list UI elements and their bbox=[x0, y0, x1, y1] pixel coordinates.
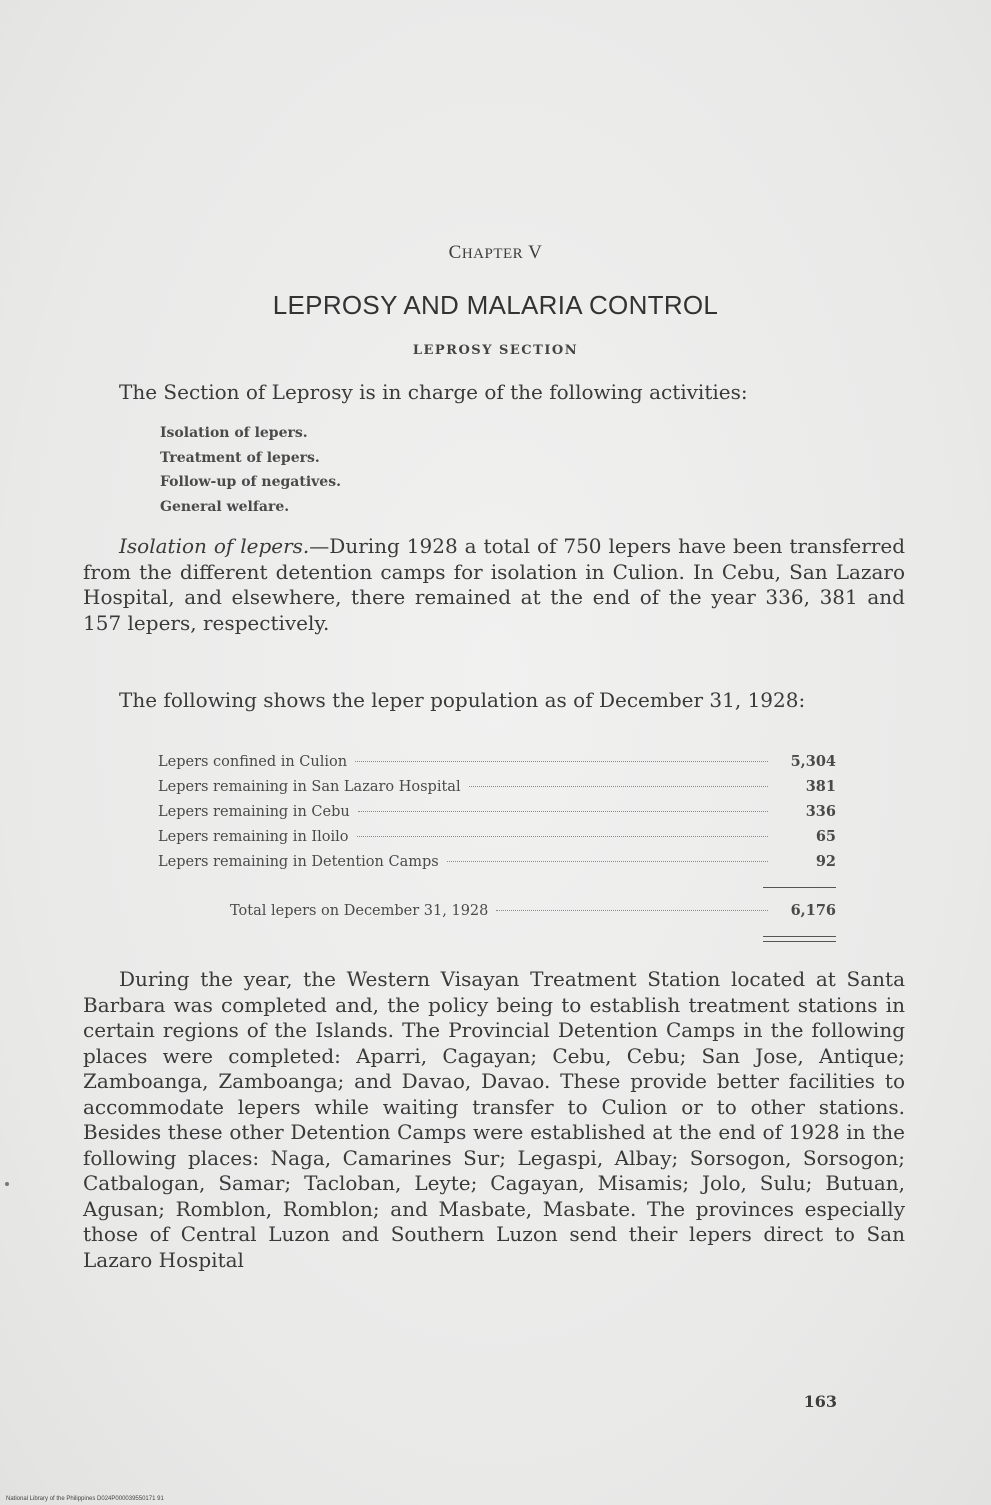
chapter-title: LEPROSY AND MALARIA CONTROL bbox=[272, 290, 719, 320]
footer-credit: National Library of the Philippines D024P000039550171 91 bbox=[6, 1496, 164, 1502]
subtotal-rule bbox=[763, 887, 836, 888]
total-line bbox=[230, 902, 836, 927]
table-row bbox=[158, 778, 836, 803]
activities-list bbox=[160, 421, 341, 519]
dot-leader bbox=[447, 861, 768, 862]
table-row bbox=[158, 853, 836, 878]
isolation-text: —During 1928 a total of 750 lepers have been transferred from the different detention camps for isolation in Culion. In Cebu, San Lazaro Hospital, and elsewhere, there remained at the end of the year 336, 381 and 157 lepers, respectively. bbox=[83, 534, 905, 635]
row-label: Lepers remaining in Cebu bbox=[158, 804, 350, 820]
dot-leader bbox=[358, 811, 768, 812]
table-row bbox=[158, 753, 836, 778]
total-value: 6,176 bbox=[790, 902, 836, 919]
row-value: 65 bbox=[815, 828, 836, 845]
intro-paragraph: The Section of Leprosy is in charge of the following activities: bbox=[119, 380, 748, 404]
activity-item: Isolation of lepers. bbox=[160, 425, 308, 441]
row-value: 92 bbox=[815, 853, 836, 870]
chapter-heading: CHAPTER V bbox=[448, 242, 543, 263]
scan-speck bbox=[5, 1182, 9, 1186]
row-label: Lepers remaining in San Lazaro Hospital bbox=[158, 779, 461, 795]
page-number: 163 bbox=[803, 1392, 837, 1411]
dot-leader bbox=[355, 761, 768, 762]
table-row bbox=[158, 803, 836, 828]
during-paragraph: During the year, the Western Visayan Treatment Station located at Santa Barbara was completed and, the policy being to establish treatment stations in certain regions of the Islands. The Provincial Detention Camps in the following places were completed: Aparri, Cagayan; Cebu, Cebu; San Jose, Antique; Zamboanga, Zamboanga; and Davao, Davao. These provide better facilities to accommodate lepers while waiting transfer to Culion or to other stations. Besides these other Detention Camps were established at the end of 1928 in the following places: Naga, Camarines Sur; Legaspi, Albay; Sorsogon, Sorsogon; Catbalogan, Samar; Tacloban, Leyte; Cagayan, Misamis; Jolo, Sulu; Butuan, Agusan; Romblon, Romblon; and Masbate, Masbate. The provinces especially those of Central Luzon and Southern Luzon send their lepers direct to San Lazaro Hospital bbox=[83, 967, 905, 1272]
dot-leader bbox=[496, 910, 768, 911]
row-value: 381 bbox=[805, 778, 836, 795]
dot-leader bbox=[357, 836, 769, 837]
table-row bbox=[158, 828, 836, 853]
dot-leader bbox=[469, 786, 768, 787]
row-label: Lepers remaining in Iloilo bbox=[158, 829, 349, 845]
activity-item: Follow-up of negatives. bbox=[160, 474, 341, 490]
total-label: Total lepers on December 31, 1928 bbox=[230, 903, 489, 919]
row-label: Lepers confined in Culion bbox=[158, 754, 348, 770]
row-value: 336 bbox=[805, 803, 836, 820]
total-row bbox=[230, 902, 836, 927]
section-heading: LEPROSY SECTION bbox=[412, 343, 579, 358]
population-intro-paragraph: The following shows the leper population as of December 31, 1928: bbox=[119, 688, 806, 712]
population-table bbox=[158, 753, 836, 878]
activity-item: Treatment of lepers. bbox=[160, 449, 320, 466]
isolation-lead: Isolation of lepers. bbox=[119, 534, 310, 558]
activity-item: General welfare. bbox=[160, 498, 290, 515]
isolation-paragraph bbox=[83, 534, 905, 636]
row-value: 5,304 bbox=[790, 753, 836, 770]
total-double-rule bbox=[763, 936, 836, 942]
row-label: Lepers remaining in Detention Camps bbox=[158, 854, 439, 870]
